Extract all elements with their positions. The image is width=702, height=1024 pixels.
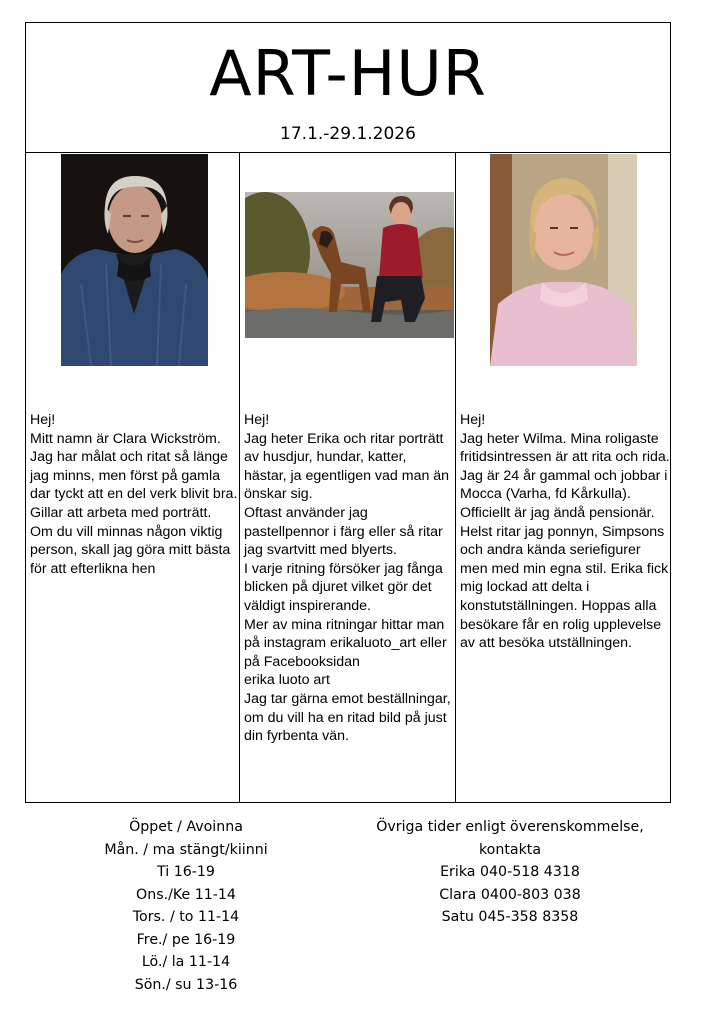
- clara-bio: Hej! Mitt namn är Clara Wickström. Jag har målat och ritat så länge jag minns, men först på gamla dar tyckt att en del verk blivit bra. Gillar att arbeta med porträtt. Om du vill minnas någon viktig person, skall jag göra mitt bästa för att efterlikna hen: [30, 412, 238, 577]
- contact-line: Övriga tider enligt överenskommelse,: [376, 819, 644, 835]
- hours-line: Ons./Ke 11-14: [136, 886, 236, 903]
- poster: [25, 22, 671, 803]
- erika-dog-photo: [245, 192, 454, 338]
- exhibition-title: ART-HUR: [209, 37, 487, 110]
- hours-line: Ti 16-19: [157, 864, 215, 880]
- contact-info: [365, 816, 655, 929]
- hours-line: Tors. / to 11-14: [132, 909, 240, 925]
- opening-hours: [80, 816, 292, 996]
- contact-line: Satu 045-358 8358: [441, 909, 579, 925]
- poster-header: [26, 23, 670, 153]
- erika-bio: Hej! Jag heter Erika och ritar porträtt av husdjur, hundar, katter, hästar, ja egentligen vad man än önskar sig. Oftast använder jag pastellpennor i färg eller så ritar jag svartvitt med blyerts. I varje ritning försöker jag fånga blicken på djuret vilket gör det väldigt inspirerande. Mer av mina ritningar hittar man på instagram erikaluoto_art eller på Facebooksidan erika luoto art Jag tar gärna emot beställningar, om du vill ha en ritad bild på just din fyrbenta vän.: [244, 412, 451, 745]
- contact-line: kontakta: [478, 841, 542, 858]
- hours-line: Sön./ su 13-16: [134, 976, 238, 993]
- wilma-portrait-photo: [490, 154, 637, 366]
- artist-column-wilma: [456, 152, 670, 802]
- hours-line: Mån. / ma stängt/kiinni: [104, 841, 268, 858]
- hours-line: Lö./ la 11-14: [141, 954, 231, 970]
- artist-column-erika: [240, 152, 456, 802]
- wilma-bio: Hej! Jag heter Wilma. Mina roligaste fritidsintressen är att rita och rida. Jag är 24 år gammal och jobbar i Mocca (Varha, fd Kårkulla). Officiellt är jag ändå pensionär. Helst ritar jag ponnyn, Simpsons och andra kända seriefigurer men med min egna stil. Erika fick mig lockad att delta i konstutställningen. Hoppas alla besökare får en rolig upplevelse av att besöka utställningen.: [460, 412, 670, 652]
- clara-portrait-photo: [61, 154, 208, 366]
- opening-hours-heading: Öppet / Avoinna: [129, 819, 243, 835]
- hours-line: Fre./ pe 16-19: [136, 931, 236, 948]
- exhibition-dates: 17.1.-29.1.2026: [280, 124, 416, 144]
- contact-line: Erika 040-518 4318: [440, 864, 580, 880]
- contact-line: Clara 0400-803 038: [439, 886, 581, 903]
- artist-column-clara: [26, 152, 240, 802]
